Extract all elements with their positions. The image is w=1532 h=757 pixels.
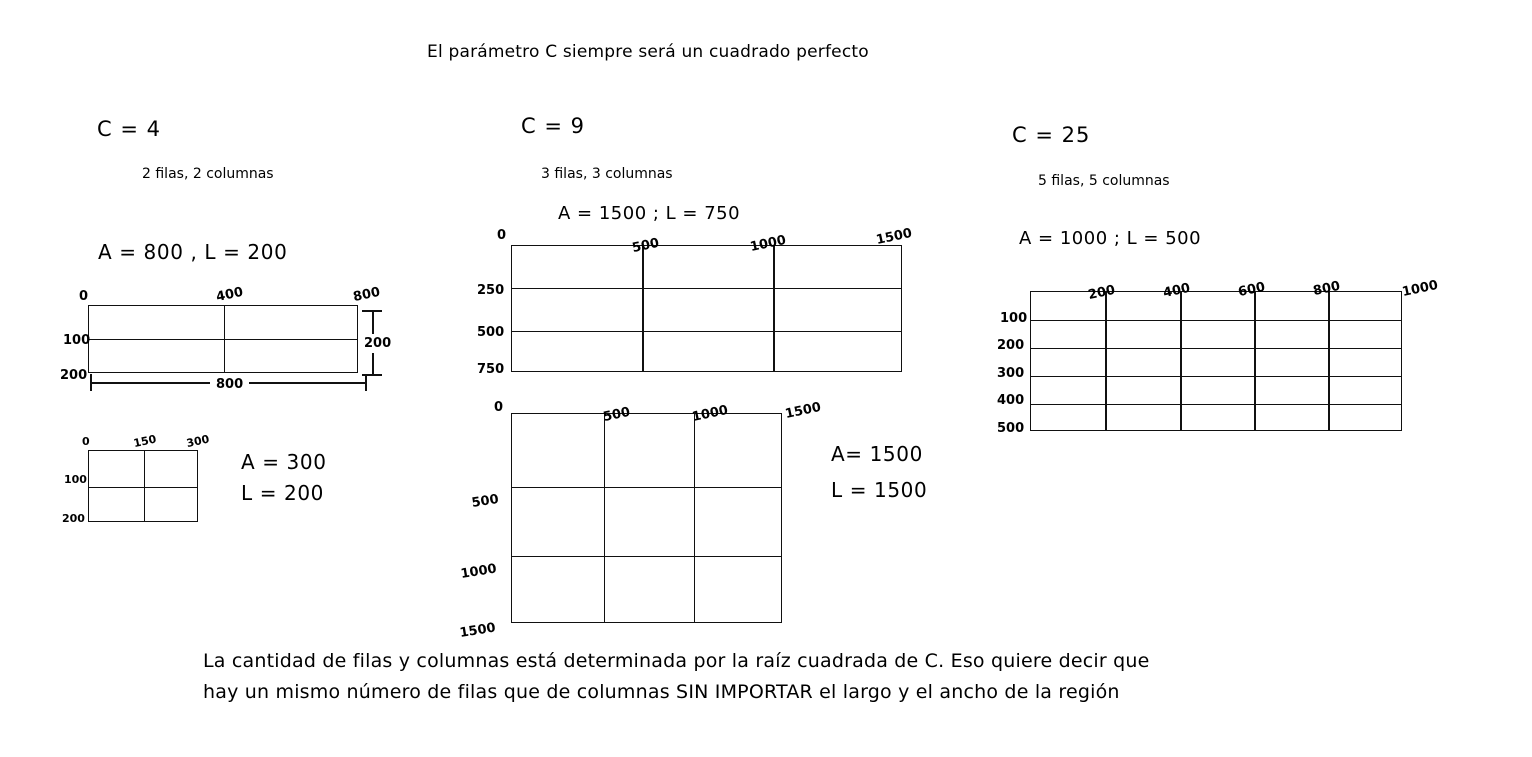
grid-line-v bbox=[144, 451, 145, 521]
case-title-c25: C = 25 bbox=[1012, 123, 1091, 147]
grid-c9-fig1 bbox=[511, 245, 902, 372]
case-title-c9: C = 9 bbox=[521, 114, 585, 138]
tick-x-1000: 1000 bbox=[690, 402, 730, 425]
grid-line-v bbox=[1254, 292, 1256, 430]
tick-x-800: 800 bbox=[351, 284, 382, 305]
grid-line-h bbox=[1031, 320, 1401, 321]
tick-x-400: 400 bbox=[1161, 280, 1192, 301]
case-title-c4: C = 4 bbox=[97, 117, 161, 141]
measure-cap-top bbox=[362, 310, 382, 312]
case-subtitle-c4: 2 filas, 2 columnas bbox=[142, 166, 274, 182]
footer-line-2: hay un mismo número de filas que de columnas SIN IMPORTAR el largo y el ancho de la región bbox=[203, 681, 1120, 703]
tick-y-100: 100 bbox=[64, 473, 87, 486]
grid-c9-fig2 bbox=[511, 413, 782, 623]
grid-line-v bbox=[604, 414, 605, 622]
grid-line-v bbox=[773, 246, 775, 371]
grid-line-h bbox=[89, 487, 197, 488]
tick-y-500: 500 bbox=[997, 421, 1025, 436]
tick-x-0: 0 bbox=[82, 435, 90, 448]
tick-y-250: 250 bbox=[477, 283, 505, 298]
page-title: El parámetro C siempre será un cuadrado perfecto bbox=[427, 42, 869, 62]
figure-label-a1500-l750: A = 1500 ; L = 750 bbox=[558, 203, 741, 224]
grid-line-h bbox=[512, 556, 781, 557]
tick-x-500: 500 bbox=[601, 404, 632, 425]
figure-label-a300: A = 300 bbox=[241, 450, 327, 474]
grid-line-h bbox=[1031, 376, 1401, 377]
tick-x-800: 800 bbox=[1311, 278, 1342, 299]
tick-y-300: 300 bbox=[997, 366, 1025, 381]
grid-c4-fig1 bbox=[88, 305, 358, 373]
tick-y-200: 200 bbox=[997, 338, 1025, 353]
tick-y-400: 400 bbox=[997, 393, 1025, 408]
figure-label-a1500: A= 1500 bbox=[831, 442, 923, 466]
tick-x-0: 0 bbox=[494, 400, 504, 415]
grid-c4-fig2 bbox=[88, 450, 198, 522]
tick-x-1500: 1500 bbox=[874, 225, 914, 248]
tick-y-500: 500 bbox=[477, 325, 505, 340]
grid-line-h bbox=[89, 339, 357, 340]
case-subtitle-c25: 5 filas, 5 columnas bbox=[1038, 173, 1170, 189]
grid-line-h bbox=[512, 487, 781, 488]
grid-line-v bbox=[694, 414, 695, 622]
grid-line-v bbox=[1328, 292, 1330, 430]
grid-line-v bbox=[1180, 292, 1182, 430]
tick-y-200: 200 bbox=[60, 368, 88, 383]
tick-x-1500: 1500 bbox=[783, 399, 823, 422]
grid-line-v bbox=[224, 306, 225, 372]
tick-x-150: 150 bbox=[132, 432, 158, 450]
grid-line-h bbox=[1031, 404, 1401, 405]
tick-y-1000: 1000 bbox=[459, 561, 498, 582]
tick-x-500: 500 bbox=[630, 235, 661, 256]
tick-x-0: 0 bbox=[497, 228, 507, 243]
measure-cap-right bbox=[365, 374, 367, 391]
tick-y-100: 100 bbox=[1000, 311, 1028, 326]
tick-x-600: 600 bbox=[1236, 279, 1267, 300]
case-subtitle-c9: 3 filas, 3 columnas bbox=[541, 166, 673, 182]
tick-y-100: 100 bbox=[63, 333, 91, 348]
measure-cap-bottom bbox=[362, 374, 382, 376]
tick-y-500: 500 bbox=[470, 491, 500, 511]
tick-y-750: 750 bbox=[477, 362, 505, 377]
tick-x-200: 200 bbox=[1086, 282, 1117, 303]
tick-x-1000: 1000 bbox=[748, 232, 788, 255]
measure-cap-left bbox=[90, 374, 92, 391]
measure-height-label: 200 bbox=[364, 336, 392, 351]
grid-c25-fig1 bbox=[1030, 291, 1402, 431]
grid-line-v bbox=[1105, 292, 1107, 430]
tick-x-400: 400 bbox=[214, 284, 245, 305]
tick-x-0: 0 bbox=[79, 289, 89, 304]
measure-width-label: 800 bbox=[210, 377, 249, 392]
footer-line-1: La cantidad de filas y columnas está determinada por la raíz cuadrada de C. Eso quiere decir que bbox=[203, 650, 1150, 672]
tick-x-300: 300 bbox=[185, 432, 211, 450]
figure-label-a1000-l500: A = 1000 ; L = 500 bbox=[1019, 228, 1202, 249]
grid-line-h bbox=[512, 288, 901, 289]
grid-line-h bbox=[512, 331, 901, 332]
grid-line-h bbox=[1031, 348, 1401, 349]
tick-x-1000: 1000 bbox=[1400, 277, 1440, 300]
grid-line-v bbox=[642, 246, 644, 371]
figure-label-a800-l200: A = 800 , L = 200 bbox=[98, 240, 288, 264]
figure-label-l1500: L = 1500 bbox=[831, 478, 928, 502]
tick-y-1500: 1500 bbox=[458, 620, 497, 641]
figure-label-l200: L = 200 bbox=[241, 481, 324, 505]
tick-y-200: 200 bbox=[62, 512, 85, 525]
